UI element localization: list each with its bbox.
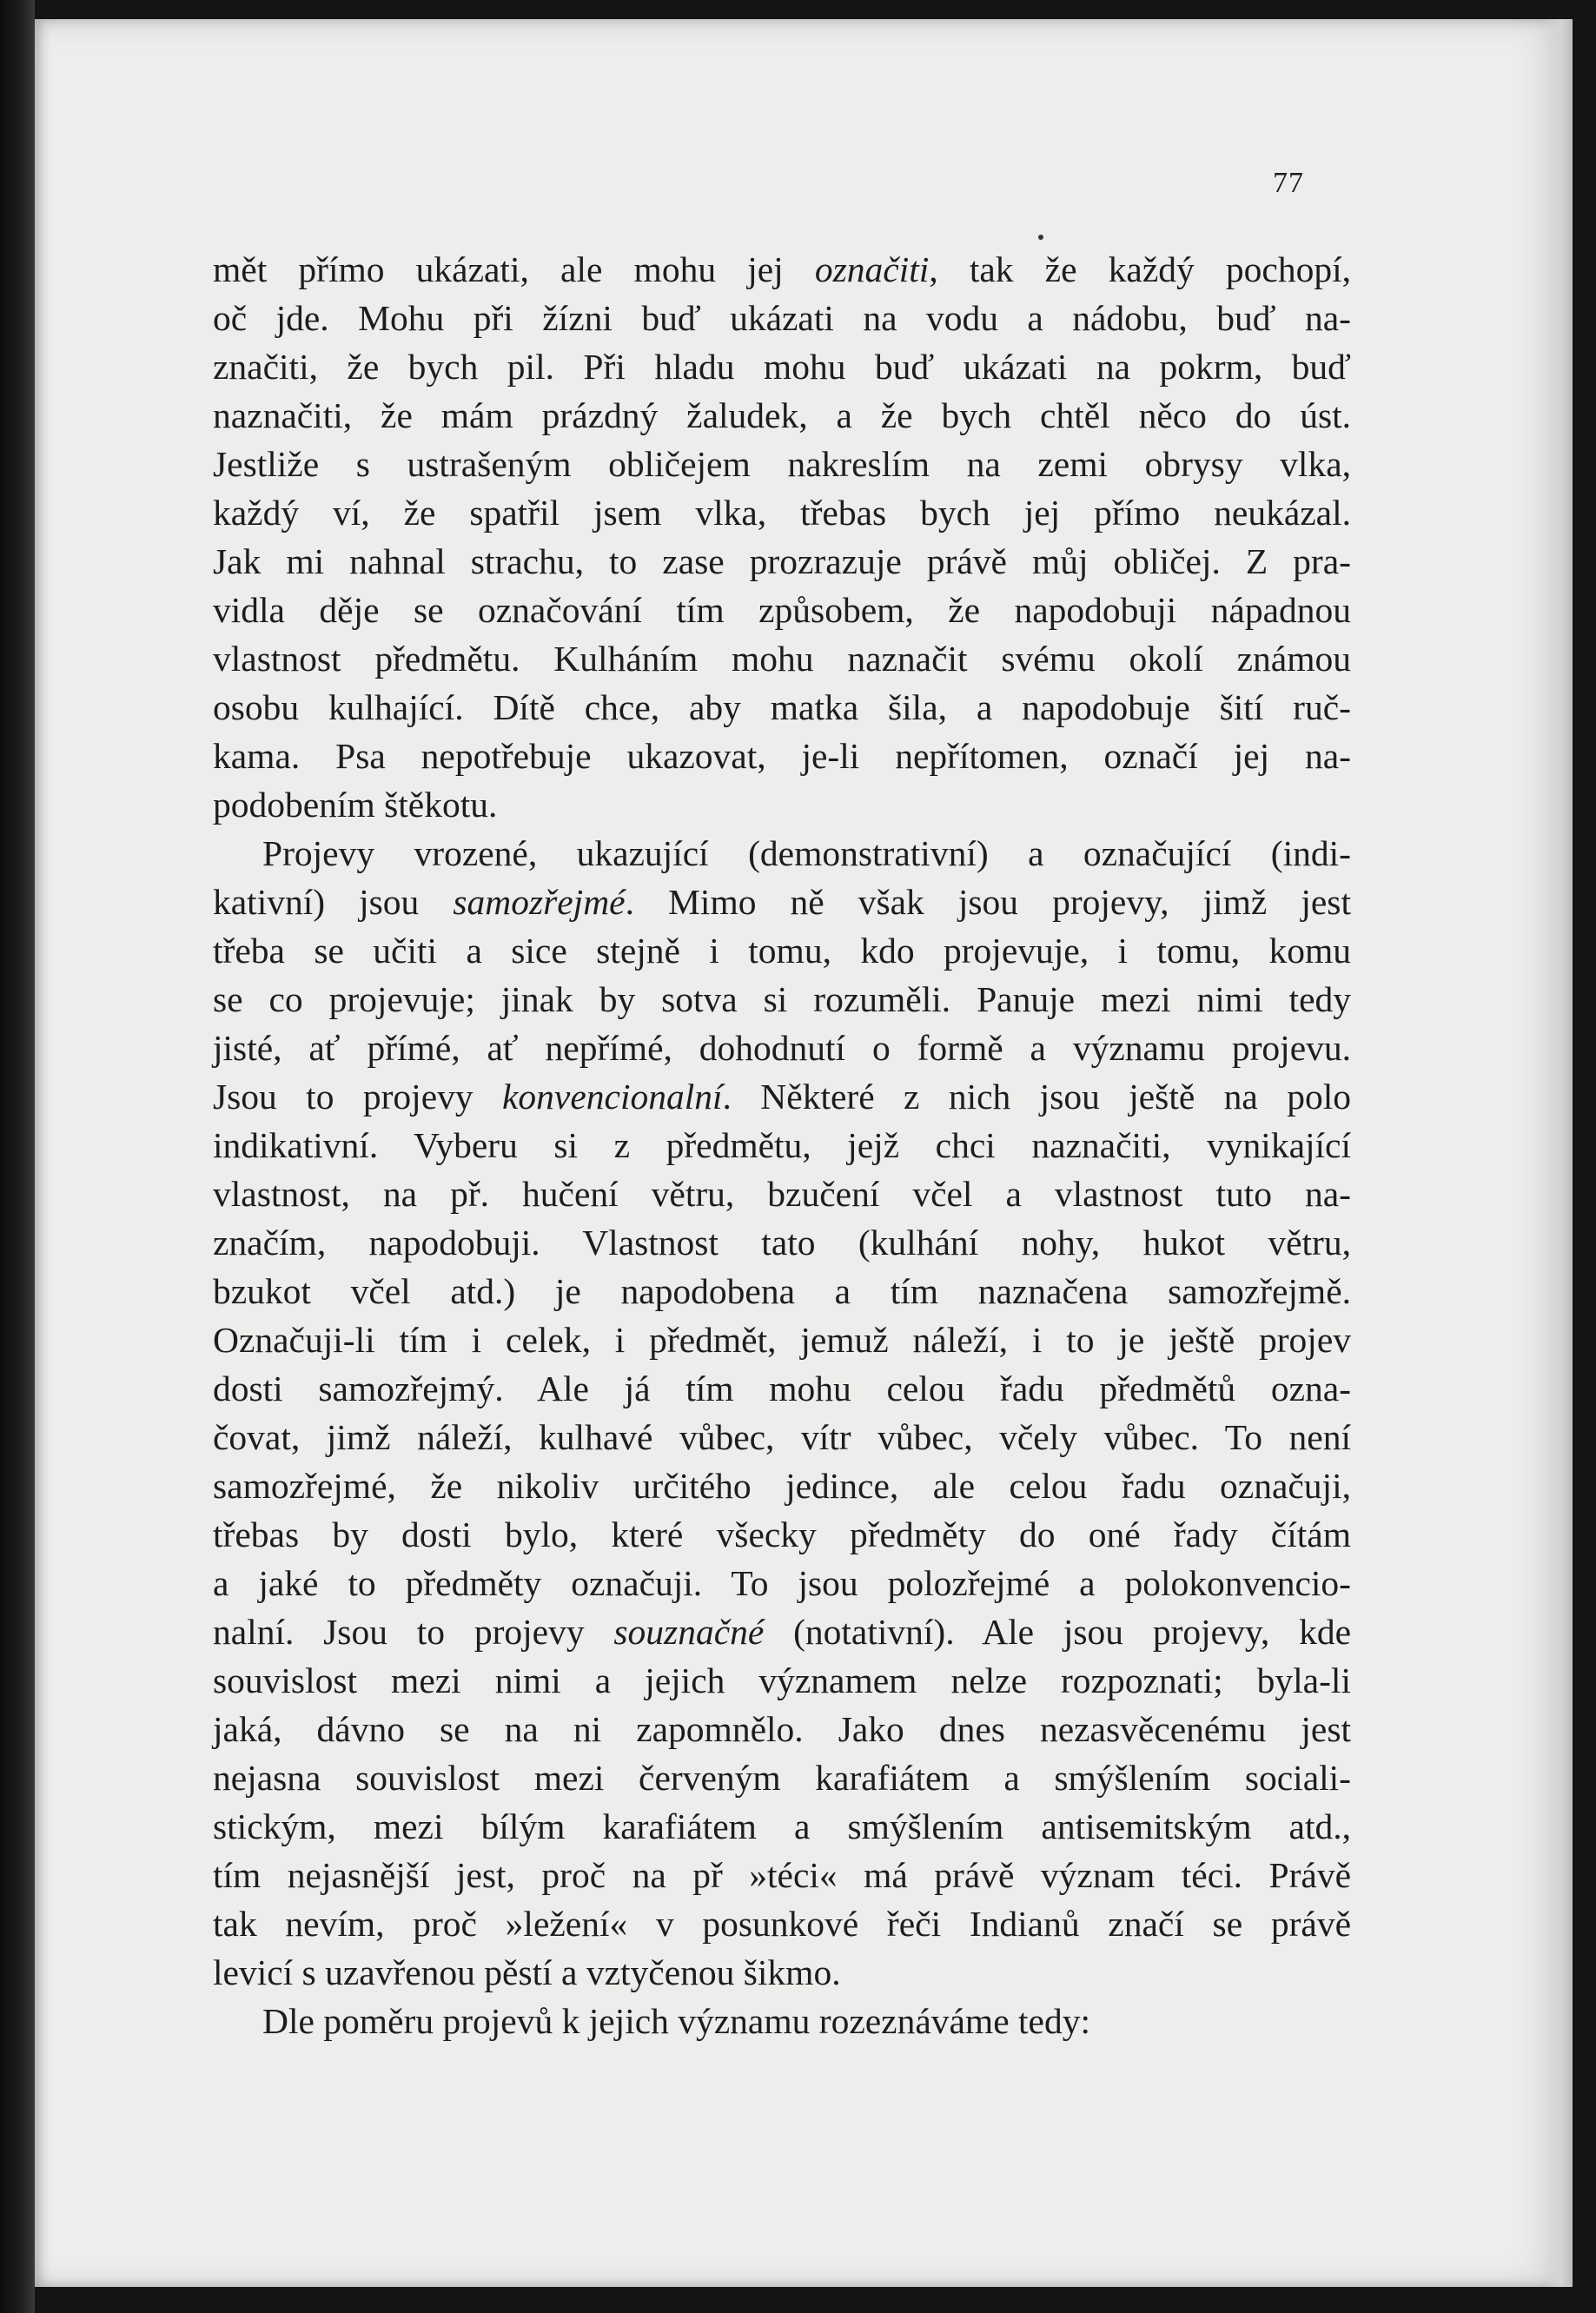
text-line <box>213 1656 1351 1705</box>
text-line <box>213 1851 1351 1899</box>
page-edge <box>1543 19 1573 2287</box>
text-segment: značím, napodobuji. Vlastnost tato (kulhání nohy, hukot větru, <box>213 1223 1351 1263</box>
text-line <box>213 975 1351 1024</box>
text-line <box>213 1461 1351 1510</box>
text-segment: nalní. Jsou to projevy <box>213 1612 614 1652</box>
text-line <box>213 245 1351 294</box>
emphasized-term: souznačné <box>613 1612 765 1652</box>
text-line <box>213 1218 1351 1267</box>
text-line <box>213 1607 1351 1656</box>
text-line <box>213 1267 1351 1316</box>
text-line <box>213 586 1351 634</box>
text-segment: Dle poměru projevů k jejich významu rozeznáváme tedy: <box>262 2001 1090 2041</box>
text-segment: mět přímo ukázati, ale mohu jej <box>213 249 815 289</box>
page-number: 77 <box>1273 167 1304 199</box>
text-line <box>213 780 1351 829</box>
text-line <box>213 537 1351 586</box>
text-line <box>213 1997 1351 2045</box>
text-line <box>213 1024 1351 1072</box>
text-segment: se co projevuje; jinak by sotva si rozuměli. Panuje mezi nimi tedy <box>213 979 1351 1019</box>
text-segment: souvislost mezi nimi a jejich významem nelze rozpoznati; byla-li <box>213 1660 1351 1700</box>
text-line <box>213 342 1351 391</box>
text-segment: oč jde. Mohu při žízni buď ukázati na vodu a nádobu, buď na- <box>213 298 1351 338</box>
text-line <box>213 1170 1351 1218</box>
text-segment: vlastnost, na př. hučení větru, bzučení včel a vlastnost tuto na- <box>213 1174 1351 1214</box>
text-line <box>213 1316 1351 1364</box>
text-line <box>213 1510 1351 1559</box>
body-text <box>213 245 1351 2045</box>
text-segment: čovat, jimž náleží, kulhavé vůbec, vítr vůbec, včely vůbec. To není <box>213 1417 1351 1457</box>
scan-border <box>0 0 35 2313</box>
text-line <box>213 1364 1351 1413</box>
text-segment: a jaké to předměty označuji. To jsou polozřejmé a polokonvencio- <box>213 1563 1351 1603</box>
emphasized-term: označiti <box>814 249 930 289</box>
text-line <box>213 440 1351 488</box>
text-segment: jaká, dávno se na ni zapomnělo. Jako dnes nezasvěcenému jest <box>213 1709 1351 1749</box>
text-line <box>213 1121 1351 1170</box>
text-segment: vlastnost předmětu. Kulháním mohu naznačit svému okolí známou <box>213 639 1351 679</box>
text-segment: Označuji-li tím i celek, i předmět, jemuž náleží, i to je ještě projev <box>213 1320 1351 1360</box>
text-line <box>213 1705 1351 1753</box>
text-segment: , tak že každý pochopí, <box>929 249 1351 289</box>
text-segment: vidla děje se označování tím způsobem, že napodobuji nápadnou <box>213 590 1351 630</box>
text-segment: naznačiti, že mám prázdný žaludek, a že bych chtěl něco do úst. <box>213 395 1351 435</box>
text-segment: dosti samozřejmý. Ale já tím mohu celou řadu předmětů ozna- <box>213 1369 1351 1408</box>
text-line <box>213 1899 1351 1948</box>
text-segment: . Některé z nich jsou ještě na polo <box>722 1077 1351 1117</box>
text-line <box>213 1948 1351 1997</box>
text-line <box>213 488 1351 537</box>
text-line <box>213 294 1351 342</box>
text-segment: (notativní). Ale jsou projevy, kde <box>764 1612 1351 1652</box>
text-line <box>213 683 1351 732</box>
text-segment: Jak mi nahnal strachu, to zase prozrazuje právě můj obličej. Z pra- <box>213 541 1351 581</box>
text-segment: jisté, ať přímé, ať nepřímé, dohodnutí o formě a významu projevu. <box>213 1028 1351 1068</box>
text-segment: třeba se učiti a sice stejně i tomu, kdo projevuje, i tomu, komu <box>213 931 1351 971</box>
text-line <box>213 1413 1351 1461</box>
emphasized-term: konvencionalní <box>502 1077 723 1117</box>
text-segment: bzukot včel atd.) je napodobena a tím naznačena samozřejmě. <box>213 1271 1351 1311</box>
emphasized-term: samozřejmé <box>453 882 626 922</box>
book-page <box>35 19 1573 2287</box>
text-segment: kama. Psa nepotřebuje ukazovat, je-li nepřítomen, označí jej na- <box>213 736 1351 776</box>
text-segment: každý ví, že spatřil jsem vlka, třebas bych jej přímo neukázal. <box>213 493 1351 533</box>
text-line <box>213 1802 1351 1851</box>
ink-speck <box>1038 235 1043 240</box>
text-segment: nejasna souvislost mezi červeným karafiátem a smýšlením sociali- <box>213 1758 1351 1798</box>
text-segment: tak nevím, proč »ležení« v posunkové řeči Indianů značí se právě <box>213 1904 1351 1944</box>
text-segment: značiti, že bych pil. Při hladu mohu buď ukázati na pokrm, buď <box>213 347 1351 387</box>
text-segment: samozřejmé, že nikoliv určitého jedince, ale celou řadu označuji, <box>213 1466 1351 1506</box>
text-line <box>213 1559 1351 1607</box>
text-segment: Jestliže s ustrašeným obličejem nakreslím na zemi obrysy vlka, <box>213 444 1351 484</box>
text-line <box>213 829 1351 878</box>
text-line <box>213 926 1351 975</box>
text-segment: tím nejasnější jest, proč na př »téci« má právě význam téci. Právě <box>213 1855 1351 1895</box>
text-segment: levicí s uzavřenou pěstí a vztyčenou šikmo. <box>213 1952 841 1992</box>
text-line <box>213 1753 1351 1802</box>
text-line <box>213 878 1351 926</box>
text-segment: indikativní. Vyberu si z předmětu, jejž chci naznačiti, vynikající <box>213 1125 1351 1165</box>
text-segment: třebas by dosti bylo, které všecky předměty do oné řady čítám <box>213 1514 1351 1554</box>
text-segment: Jsou to projevy <box>213 1077 503 1117</box>
text-line <box>213 732 1351 780</box>
text-segment: stickým, mezi bílým karafiátem a smýšlením antisemitským atd., <box>213 1806 1351 1846</box>
text-segment: osobu kulhající. Dítě chce, aby matka šila, a napodobuje šití ruč- <box>213 687 1351 727</box>
text-line <box>213 391 1351 440</box>
text-segment: podobením štěkotu. <box>213 785 498 825</box>
text-line <box>213 634 1351 683</box>
text-line <box>213 1072 1351 1121</box>
text-segment: Projevy vrozené, ukazující (demonstrativní) a označující (indi- <box>262 833 1351 873</box>
text-segment: . Mimo ně však jsou projevy, jimž jest <box>625 882 1351 922</box>
text-segment: kativní) jsou <box>213 882 454 922</box>
